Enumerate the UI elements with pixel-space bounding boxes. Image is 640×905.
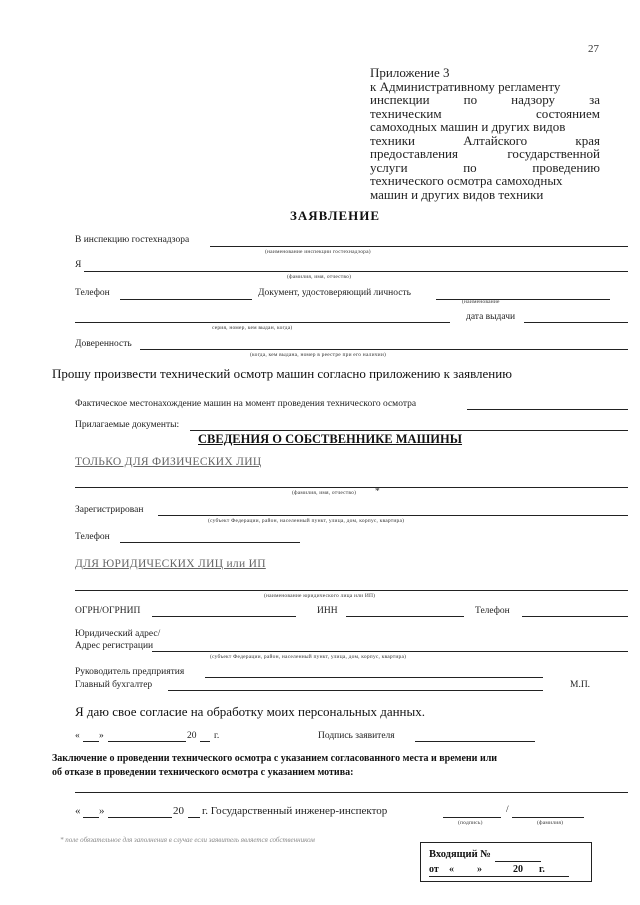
address-label-2: Адрес регистрации [75, 641, 154, 651]
appendix-row-1: инспекции по надзору за [370, 92, 600, 107]
date-month-input[interactable] [108, 741, 186, 742]
owner-phone-label: Телефон [75, 532, 110, 542]
conclusion-line-2: об отказе в проведении технического осмотра с указанием мотива: [52, 767, 354, 778]
inspection-input[interactable] [210, 246, 628, 247]
location-input[interactable] [467, 409, 628, 410]
appendix-row-4: техники Алтайского края [370, 132, 600, 148]
date-day-input[interactable] [83, 741, 99, 742]
fio-caption: (фамилия, имя, отчество) [287, 274, 352, 280]
appendix-row-0: к Административному регламенту [370, 78, 561, 94]
registered-label: Зарегистрирован [75, 505, 144, 515]
document-label: Документ, удостоверяющий личность [258, 288, 411, 298]
date-year-suffix: г. [214, 731, 220, 741]
signature-label: Подпись заявителя [318, 731, 395, 741]
inspector-year-input[interactable] [188, 817, 200, 818]
appendix-row-5: предоставления государственной [370, 146, 600, 161]
phone-input[interactable] [120, 299, 252, 300]
inspector-month-input[interactable] [108, 817, 172, 818]
owner-header: СВЕДЕНИЯ О СОБСТВЕННИКЕ МАШИНЫ [198, 432, 463, 446]
appendix-row-6: услуги по проведению [370, 159, 600, 175]
appendix-row-3: самоходных машин и других видов [370, 119, 566, 134]
legal-phone-input[interactable] [522, 616, 628, 617]
registered-caption: (субъект Федерации, район, населенный пункт, улица, дом, корпус, квартира) [208, 518, 405, 524]
legal-phone-label: Телефон [475, 606, 510, 616]
incoming-date-input[interactable] [429, 876, 569, 877]
signature-input[interactable] [415, 741, 535, 742]
inspector-sign-input[interactable] [443, 817, 501, 818]
incoming-year: 20 [513, 864, 523, 875]
date-year-prefix: 20 [187, 731, 197, 741]
inspector-sign-caption: (подпись) [458, 820, 483, 826]
legal-name-input[interactable] [75, 590, 628, 591]
incoming-label: Входящий № [429, 849, 491, 860]
legal-header: ДЛЯ ЮРИДИЧЕСКИХ ЛИЦ или ИП [75, 558, 266, 570]
form-title: ЗАЯВЛЕНИЕ [290, 208, 381, 223]
required-star: * [375, 487, 380, 497]
attached-input[interactable] [190, 430, 628, 431]
owner-phone-input[interactable] [120, 542, 300, 543]
appendix-title: Приложение 3 [370, 65, 450, 80]
registered-input[interactable] [158, 515, 628, 516]
conclusion-input[interactable] [75, 792, 628, 793]
date-close-quote: » [99, 731, 104, 741]
inspector-close-quote: » [99, 805, 105, 817]
date-year-input[interactable] [200, 741, 210, 742]
ogrn-input[interactable] [152, 616, 296, 617]
inspector-year-prefix: 20 [173, 805, 184, 817]
issue-date-label: дата выдачи [466, 312, 516, 322]
appendix-row-7: технического осмотра самоходных [370, 173, 563, 188]
owner-fio-caption: (фамилия, имя, отчество) [292, 490, 357, 496]
appendix-block [370, 66, 600, 201]
appendix-row-2: техническим состоянием [370, 105, 600, 121]
inspector-open-quote: « [75, 805, 81, 817]
incoming-number-input[interactable] [495, 861, 541, 862]
inspector-slash: / [506, 805, 509, 815]
address-caption: (субъект Федерации, район, населенный пункт, улица, дом, корпус, квартира) [210, 654, 407, 660]
fio-input[interactable] [84, 271, 628, 272]
incoming-year-suffix: г. [539, 864, 545, 875]
poa-label: Доверенность [75, 339, 132, 349]
inspector-surname-caption: (фамилия) [537, 820, 564, 826]
inn-label: ИНН [317, 606, 338, 616]
attached-label: Прилагаемые документы: [75, 420, 180, 430]
individuals-header: ТОЛЬКО ДЛЯ ФИЗИЧЕСКИХ ЛИЦ [75, 456, 262, 468]
accountant-label: Главный бухгалтер [75, 680, 153, 690]
poa-caption: (когда, кем выдана, номер в реестре при его наличии) [250, 352, 387, 358]
date-open-quote: « [75, 731, 80, 741]
issue-date-input[interactable] [524, 322, 628, 323]
inspector-title: г. Государственный инженер-инспектор [202, 805, 388, 817]
incoming-close-quote: » [477, 864, 482, 875]
legal-name-caption: (наименование юридического лица или ИП) [264, 593, 376, 599]
stamp-label: М.П. [570, 680, 591, 690]
request-text: Прошу произвести технический осмотр машин согласно приложению к заявлению [52, 366, 512, 381]
document-caption: (наименование [462, 299, 500, 305]
page-number: 27 [588, 43, 599, 55]
ogrn-label: ОГРН/ОГРНИП [75, 606, 141, 616]
owner-fio-input[interactable] [75, 487, 628, 488]
series-caption: серия, номер, кем выдан, когда) [212, 325, 293, 331]
incoming-box [420, 842, 592, 882]
incoming-open-quote: « [449, 864, 454, 875]
director-input[interactable] [205, 677, 543, 678]
location-label: Фактическое местонахождение машин на момент проведения технического осмотра [75, 399, 417, 409]
address-input[interactable] [152, 651, 628, 652]
inspector-day-input[interactable] [83, 817, 99, 818]
consent-text: Я даю свое согласие на обработку моих персональных данных. [75, 704, 425, 719]
poa-input[interactable] [140, 349, 628, 350]
conclusion-line-1: Заключение о проведении технического осмотра с указанием согласованного места и времени или [52, 753, 498, 764]
incoming-from: от [429, 864, 439, 875]
inspection-caption: (наименование инспекции гостехнадзора) [265, 249, 371, 255]
footnote: * поле обязательное для заполнения в случае если заявитель является собственником [60, 836, 315, 844]
address-label-1: Юридический адрес/ [75, 629, 161, 639]
appendix-row-8: машин и других видов техники [370, 186, 544, 202]
ya-label: Я [75, 260, 82, 270]
inspection-label: В инспекцию гостехнадзора [75, 235, 190, 245]
inn-input[interactable] [346, 616, 464, 617]
series-input[interactable] [75, 322, 450, 323]
accountant-input[interactable] [168, 690, 543, 691]
inspector-surname-input[interactable] [512, 817, 584, 818]
director-label: Руководитель предприятия [75, 667, 185, 677]
phone-label: Телефон [75, 288, 110, 298]
